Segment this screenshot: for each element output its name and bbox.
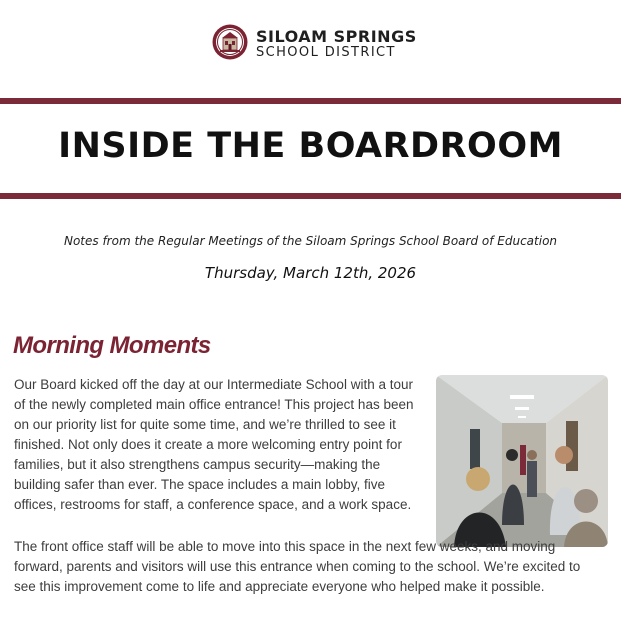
district-logo <box>0 24 621 66</box>
school-seal-icon <box>212 24 248 60</box>
district-name-line1: SILOAM SPRINGS <box>256 27 417 46</box>
hallway-tour-photo <box>436 375 608 547</box>
masthead-bottom-band <box>0 193 621 199</box>
district-name-line2: SCHOOL DISTRICT <box>256 45 396 60</box>
masthead-title: INSIDE THE BOARDROOM <box>58 126 563 166</box>
body-paragraph-1: Our Board kicked off the day at our Intermediate School with a tour of the newly completed main office entrance! This project has been on our priority list for quite some time, and we’re thrilled to see it finished. Not only does it create a more welcoming entry point for families, but it also strengthens campus security—making the building safer than ever. The space includes a main lobby, five offices, restrooms for staff, a conference space, and a work space. <box>14 377 414 512</box>
masthead-top-band <box>0 98 621 104</box>
newsletter-subtitle: Notes from the Regular Meetings of the Siloam Springs School Board of Education <box>63 234 558 248</box>
section-title: Morning Moments <box>13 332 211 359</box>
body-paragraph-2: The front office staff will be able to move into this space in the next few weeks, and moving forward, parents and visitors will use this entrance when coming to the school. We’re excited to see this improvement come to life and appreciate everyone who helped make it possible. <box>14 539 581 594</box>
meeting-date: Thursday, March 12th, 2026 <box>204 264 417 282</box>
